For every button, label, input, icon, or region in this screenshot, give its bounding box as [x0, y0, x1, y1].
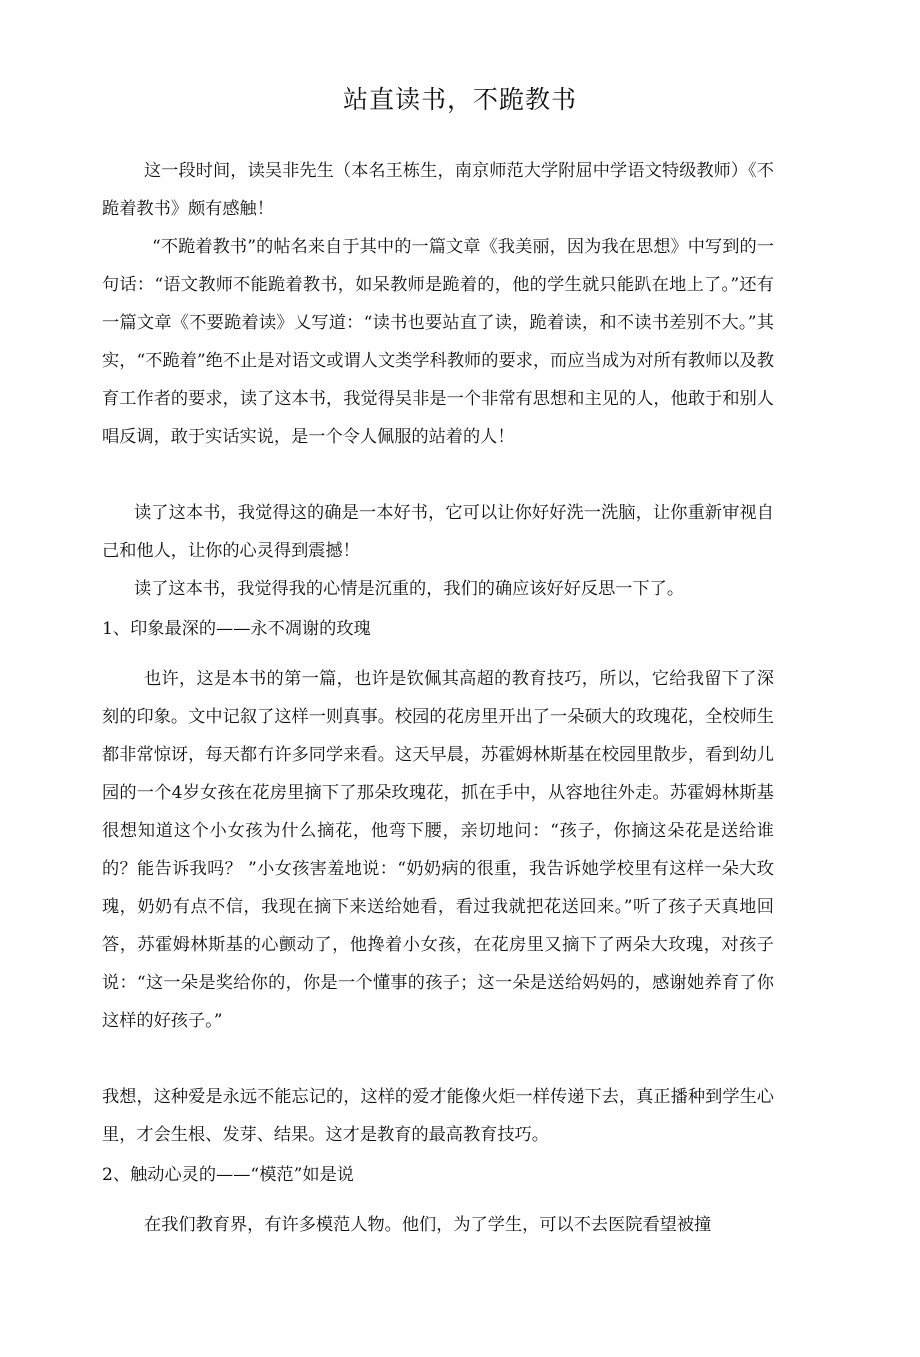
page-title: 站直读书，不跪教书	[342, 85, 577, 114]
paragraph-intro: 这一段时间，读吴非先生（本名王栋生，南京师范大学附屈中学语文特级教师）《不跪着教书》颇有感触！	[102, 161, 774, 219]
section-heading-2: 2、触动心灵的——“模范”如是说	[102, 1165, 354, 1185]
paragraph-reflection: 读了这本书，我觉得我的心情是沉重的，我们的确应该好好反思一下了。	[134, 579, 685, 599]
paragraph-title-origin: “不跪着教书”的帖名来自于其中的一篇文章《我美丽，因为我在思想》中写到的一句话：“语文教师不能跪着教书，如呆教师是跪着的，他的学生就只能趴在地上了。”还有一篇文章《不要跪着读》乂写道：“读书也要站直了读，跪着读，和不读书差别不大。”其实，“不跪着”绝不止是对语文或谓人文类学科教师的要求，而应当成为对所有教师以及教育工作者的要求，读了这本书，我觉得吴非是一个非常有思想和主见的人，他敢于和别人唱反调，敢于实话实说，是一个令人佩服的站着的人！	[102, 237, 774, 447]
paragraph-love-thoughts: 我想，这种爱是永远不能忘记的，这样的爱才能像火炬一样传递下去，真正播种到学生心里，才会生根、发芽、结果。这才是教育的最高教育技巧。	[102, 1087, 774, 1145]
paragraph-rose-story: 也许，这是本书的第一篇，也许是钦佩其高超的教育技巧，所以，它给我留下了深刻的印象。文中记叙了这样一则真事。校园的花房里开出了一朵硕大的玫瑰花，全校师生都非常惊讶，每天都冇许多同学来看。这天早晨，苏霍姆林斯基在校园里散步，看到幼儿园的一个4岁女孩在花房里摘下了那朵玫瑰花，抓在手中，从容地往外走。苏霍姆林斯基很想知道这个小女孩为什么摘花，他弯下腰，亲切地问：“孩子，你摘这朵花是送给谁的？能告诉我吗？ ”小女孩害羞地说：“奶奶病的很重，我告诉她学校里有这样一朵大玫瑰，奶奶有点不信，我现在摘下来送给她看，看过我就把花送回来。”听了孩子天真地回答，苏霍姆林斯基的心颤动了，他搀着小女孩，在花房里又摘下了两朵大玫瑰，对孩子说：“这一朵是奖给你的，你是一个懂事的孩子；这一朵是送给妈妈的，感谢她养育了你这样的好孩子。”	[102, 669, 774, 1031]
paragraph-model-figures: 在我们教育界，有许多模范人物。他们，为了学生，可以不去医院看望被撞	[144, 1215, 712, 1235]
paragraph-good-book: 读了这本书，我觉得这的确是一本好书，它可以让你好好洗一洗脑，让你重新审视自己和他人，让你的心灵得到震撼！	[102, 503, 774, 561]
section-heading-1: 1、印象最深的——永不凋谢的玫瑰	[102, 619, 371, 639]
